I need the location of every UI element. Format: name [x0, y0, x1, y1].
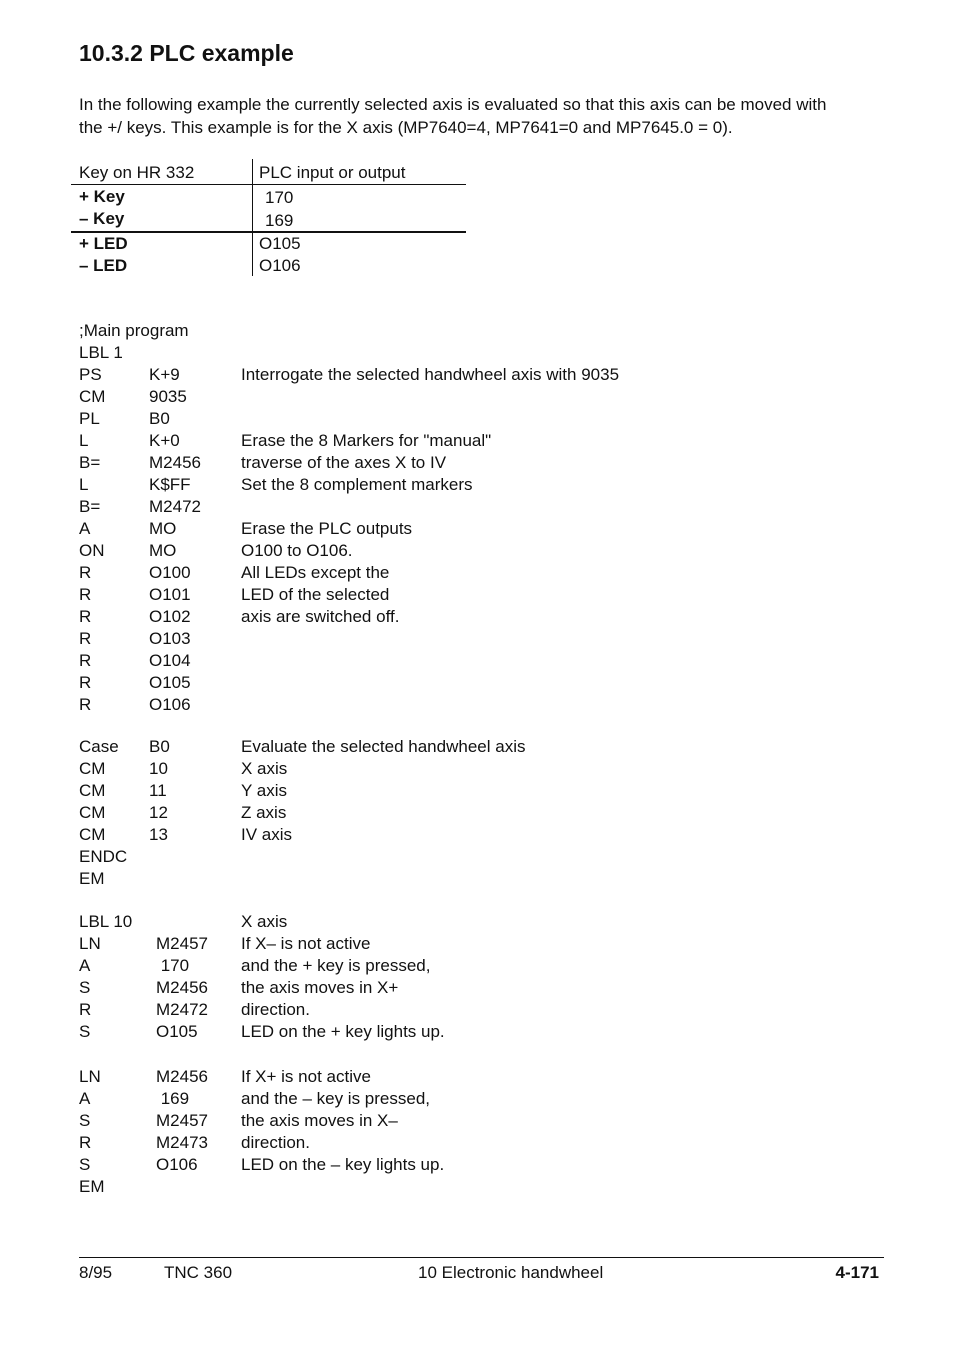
- table-key-cell: – Key: [79, 209, 125, 228]
- program-comment: direction.: [241, 1133, 310, 1152]
- program-operand: M2472: [149, 497, 201, 516]
- program-operand: O100: [149, 563, 191, 582]
- program-operand: O102: [149, 607, 191, 626]
- program-instruction: CM: [79, 387, 106, 406]
- program-comment: Erase the PLC outputs: [241, 519, 413, 538]
- program-instruction: A: [79, 956, 91, 975]
- program-comment: IV axis: [241, 825, 293, 844]
- program-instruction: R: [79, 651, 92, 670]
- program-operand: O105: [156, 1022, 198, 1041]
- program-operand: M2457: [156, 934, 208, 953]
- program-comment: direction.: [241, 1000, 310, 1019]
- program-operand: 169: [156, 1089, 190, 1108]
- program-operand: K$FF: [149, 475, 191, 494]
- program-operand: O103: [149, 629, 191, 648]
- program-instruction: S: [79, 1155, 91, 1174]
- program-comment: axis are switched off.: [241, 607, 400, 626]
- program-operand: 13: [149, 825, 168, 844]
- program-comment: LED on the – key lights up.: [241, 1155, 445, 1174]
- program-instruction: Case: [79, 737, 119, 756]
- intro-paragraph: [79, 93, 899, 139]
- program-operand: MO: [149, 519, 177, 538]
- program-comment: X axis: [241, 759, 288, 778]
- footer-rule: [79, 1257, 884, 1258]
- table-io-cell: 170: [265, 188, 294, 207]
- program-instruction: R: [79, 629, 92, 648]
- program-operand: M2456: [156, 978, 208, 997]
- program-instruction: LBL 10: [79, 912, 133, 931]
- program-instruction: ON: [79, 541, 105, 560]
- program-instruction: R: [79, 673, 92, 692]
- program-instruction: EM: [79, 869, 105, 888]
- table-header-io: PLC input or output: [259, 163, 406, 182]
- program-operand: 10: [149, 759, 168, 778]
- program-operand: K+9: [149, 365, 180, 384]
- program-comment: X axis: [241, 912, 288, 931]
- table-header-key: Key on HR 332: [79, 163, 195, 182]
- program-comment: and the + key is pressed,: [241, 956, 431, 975]
- program-operand: 170: [156, 956, 190, 975]
- table-io-cell: 169: [265, 211, 294, 230]
- program-instruction: CM: [79, 803, 106, 822]
- program-instruction: R: [79, 607, 92, 626]
- program-operand: B0: [149, 409, 170, 428]
- intro-line: the +/ keys. This example is for the X axis (MP7640=4, MP7641=0 and MP7645.0 = 0).: [79, 118, 733, 137]
- table-divider-vertical: [252, 159, 253, 276]
- program-instruction: S: [79, 1022, 91, 1041]
- program-instruction: R: [79, 1000, 92, 1019]
- program-comment: All LEDs except the: [241, 563, 390, 582]
- program-operand: O106: [156, 1155, 198, 1174]
- program-comment: Erase the 8 Markers for "manual": [241, 431, 492, 450]
- program-comment: If X– is not active: [241, 934, 371, 953]
- intro-line: In the following example the currently selected axis is evaluated so that this axis can be moved with: [79, 95, 827, 114]
- program-instruction: ENDC: [79, 847, 128, 866]
- program-comment: the axis moves in X+: [241, 978, 399, 997]
- table-key-cell: + LED: [79, 234, 128, 253]
- footer-chapter: 10 Electronic handwheel: [418, 1263, 604, 1282]
- program-comment: Interrogate the selected handwheel axis with 9035: [241, 365, 620, 384]
- program-comment: O100 to O106.: [241, 541, 353, 560]
- table-io-cell: O106: [259, 256, 301, 275]
- program-operand: O105: [149, 673, 191, 692]
- program-instruction: B=: [79, 497, 101, 516]
- program-operand: 9035: [149, 387, 187, 406]
- program-instruction: R: [79, 563, 92, 582]
- program-comment: LED on the + key lights up.: [241, 1022, 445, 1041]
- program-operand: M2457: [156, 1111, 208, 1130]
- footer-page-number: 4-171: [835, 1263, 879, 1282]
- program-instruction: LN: [79, 1067, 101, 1086]
- program-instruction: A: [79, 519, 91, 538]
- program-operand: O106: [149, 695, 191, 714]
- program-operand: M2456: [156, 1067, 208, 1086]
- program-comment: If X+ is not active: [241, 1067, 371, 1086]
- program-instruction: S: [79, 1111, 91, 1130]
- program-instruction: R: [79, 695, 92, 714]
- program-comment: Set the 8 complement markers: [241, 475, 473, 494]
- program-instruction: L: [79, 431, 89, 450]
- program-instruction: CM: [79, 759, 106, 778]
- table-header-rule: [71, 184, 466, 185]
- program-instruction: L: [79, 475, 89, 494]
- table-key-cell: – LED: [79, 256, 128, 275]
- program-instruction: LN: [79, 934, 101, 953]
- program-comment: and the – key is pressed,: [241, 1089, 431, 1108]
- table-io-cell: O105: [259, 234, 301, 253]
- program-instruction: R: [79, 1133, 92, 1152]
- program-operand: MO: [149, 541, 177, 560]
- program-operand: M2456: [149, 453, 201, 472]
- footer-product: TNC 360: [164, 1263, 233, 1282]
- program-comment: the axis moves in X–: [241, 1111, 398, 1130]
- section-heading: 10.3.2 PLC example: [79, 40, 294, 66]
- program-comment: LED of the selected: [241, 585, 390, 604]
- program-operand: K+0: [149, 431, 180, 450]
- program-operand: O101: [149, 585, 191, 604]
- program-instruction: EM: [79, 1177, 105, 1196]
- program-instruction: PL: [79, 409, 100, 428]
- program-instruction: CM: [79, 825, 106, 844]
- program-operand: 12: [149, 803, 168, 822]
- program-comment: Z axis: [241, 803, 287, 822]
- program-instruction: B=: [79, 453, 101, 472]
- program-comment: Y axis: [241, 781, 287, 800]
- program-operand: M2473: [156, 1133, 208, 1152]
- program-operand: 11: [149, 781, 167, 800]
- program-instruction: S: [79, 978, 91, 997]
- program-instruction: LBL 1: [79, 343, 123, 362]
- program-comment: traverse of the axes X to IV: [241, 453, 447, 472]
- footer-date: 8/95: [79, 1263, 113, 1282]
- program-instruction: PS: [79, 365, 102, 384]
- program-operand: B0: [149, 737, 170, 756]
- table-group-rule: [71, 231, 466, 233]
- program-operand: M2472: [156, 1000, 208, 1019]
- program-instruction: A: [79, 1089, 91, 1108]
- program-instruction: ;Main program: [79, 321, 189, 340]
- program-operand: O104: [149, 651, 191, 670]
- program-instruction: CM: [79, 781, 106, 800]
- table-key-cell: + Key: [79, 187, 125, 206]
- program-instruction: R: [79, 585, 92, 604]
- program-comment: Evaluate the selected handwheel axis: [241, 737, 526, 756]
